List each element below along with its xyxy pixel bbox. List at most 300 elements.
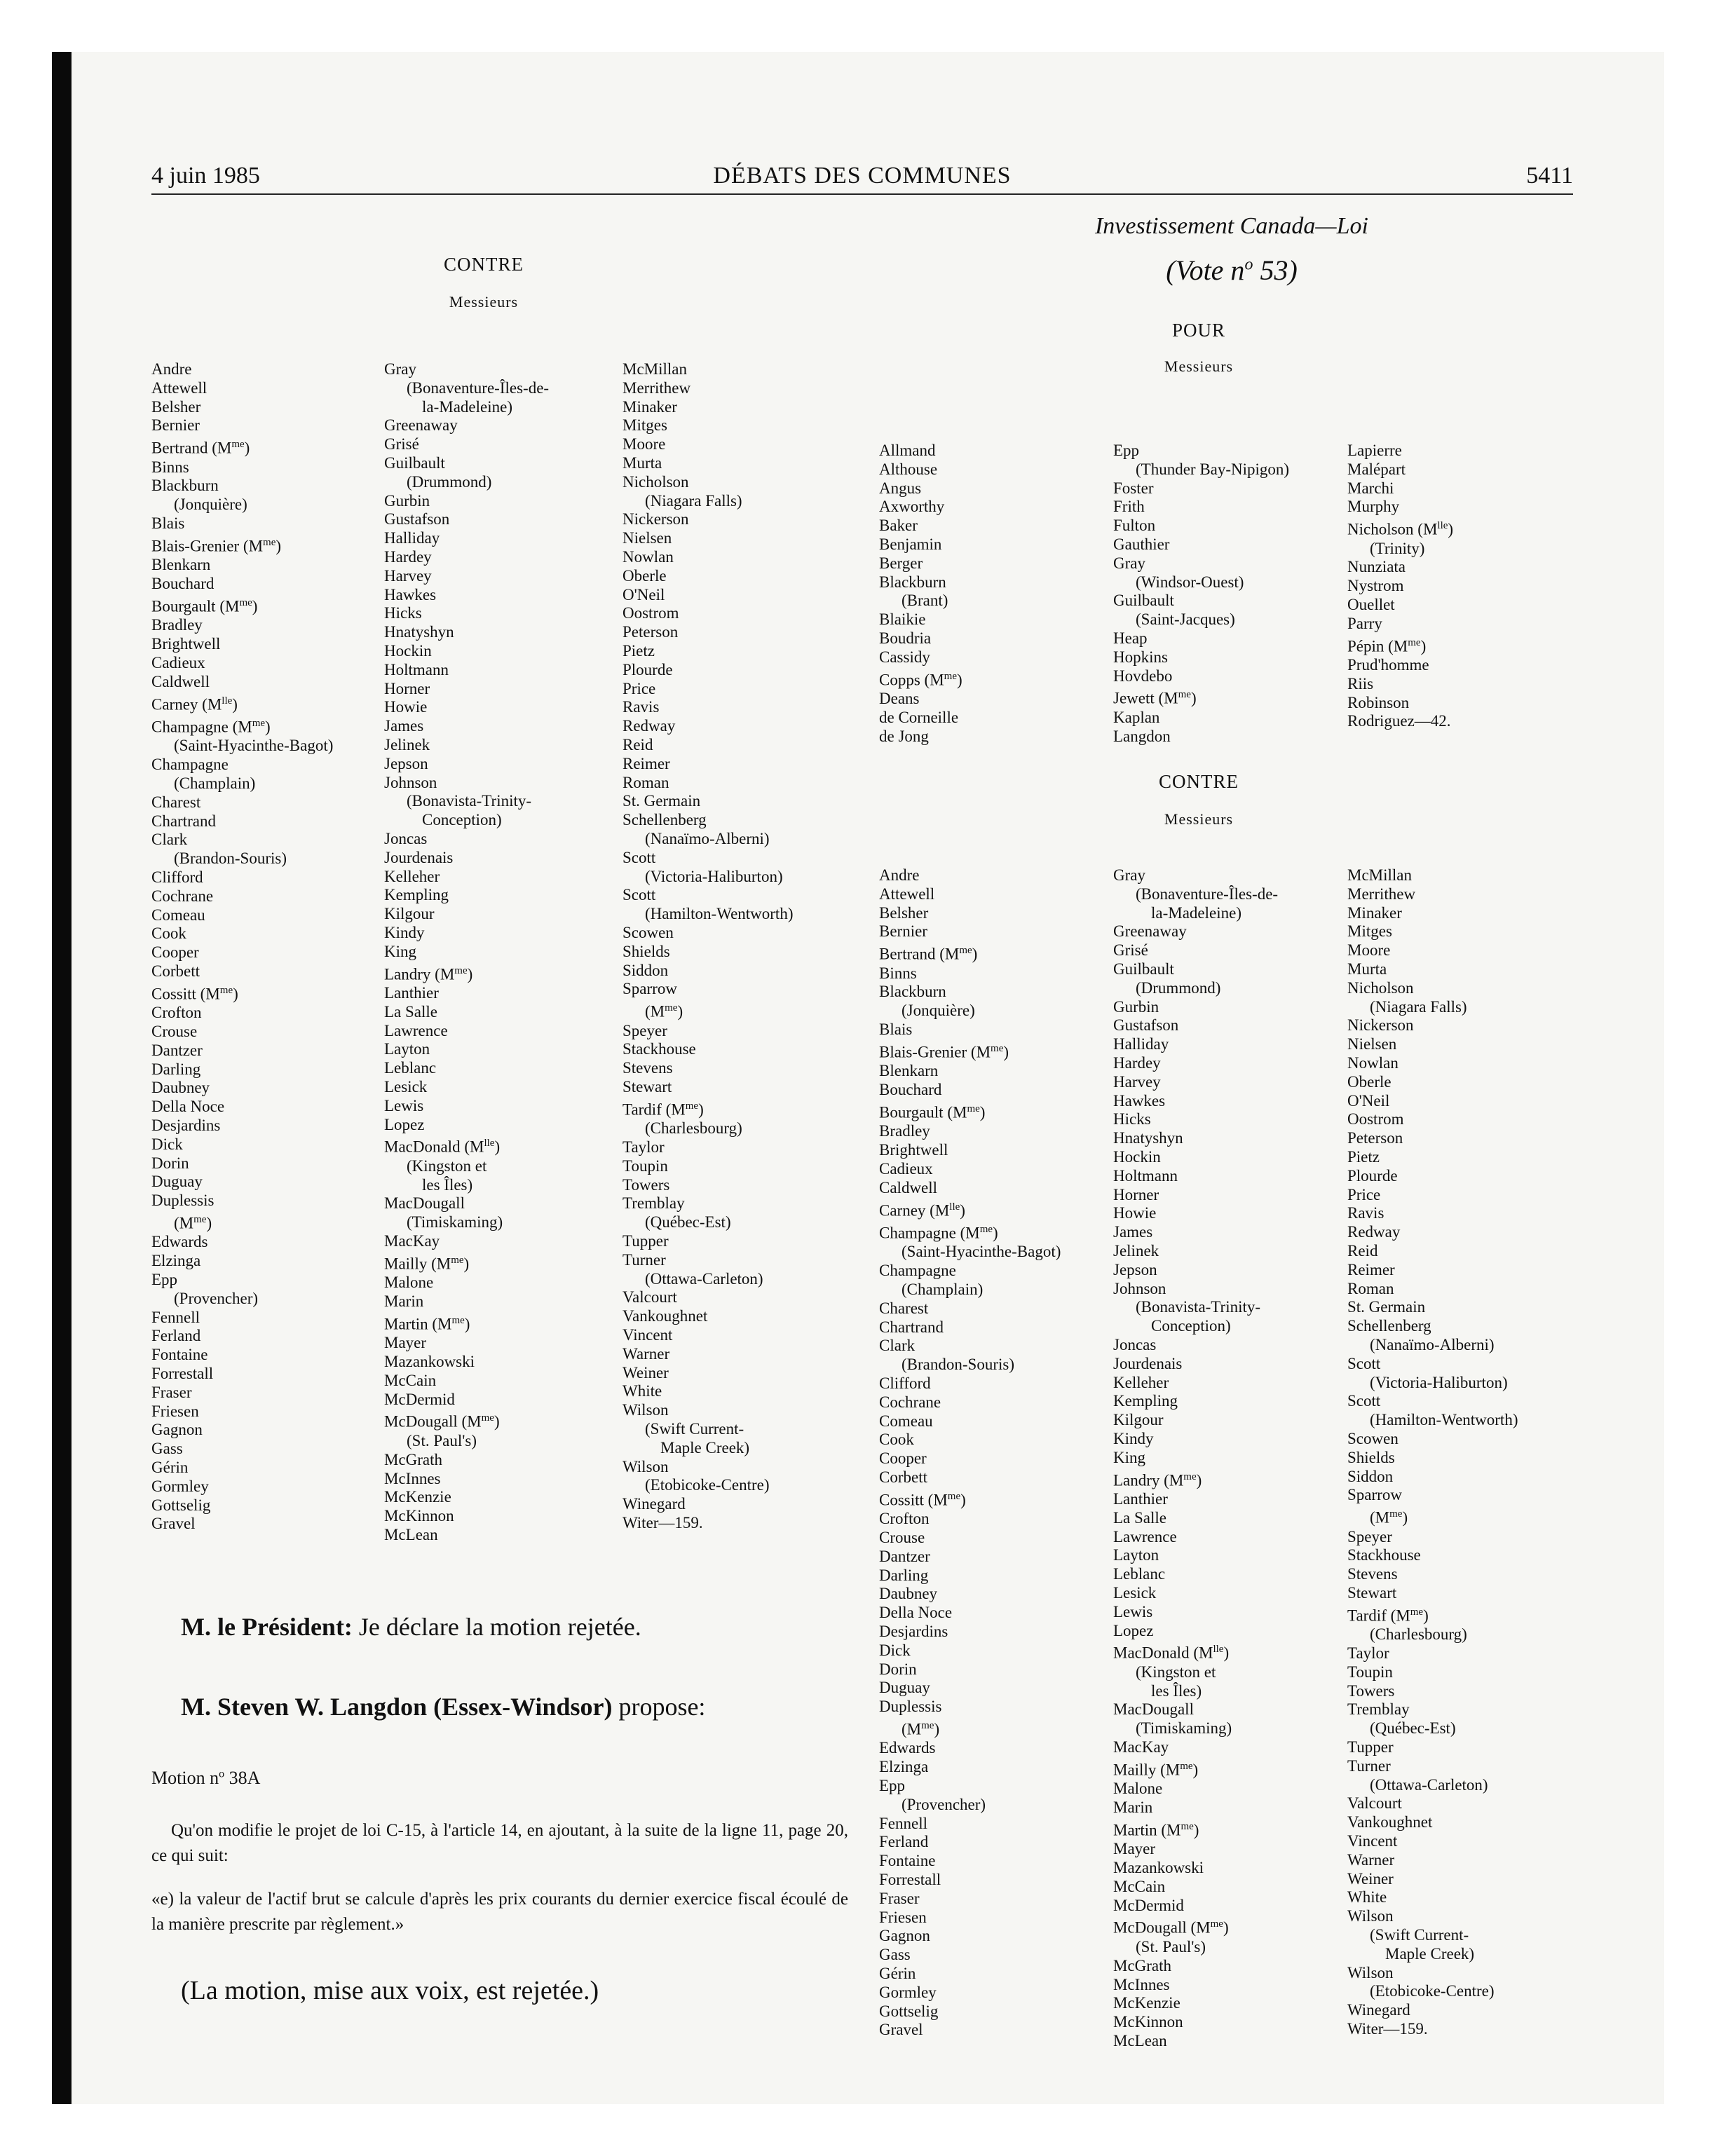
- name-entry: Corbett: [151, 962, 200, 980]
- name-entry: Tardif $(M^{me})$: [1347, 1606, 1429, 1625]
- name-entry: Duplessis: [151, 1192, 215, 1210]
- name-entry: la-Madeleine): [1151, 903, 1241, 922]
- name-entry: Warner: [622, 1344, 670, 1363]
- name-entry: Gass: [879, 1946, 911, 1964]
- name-entry: Cochrane: [151, 887, 214, 905]
- name-entry: Bernier: [151, 416, 200, 435]
- name-entry: (Québec-Est): [1370, 1719, 1456, 1738]
- motion-paragraph-1: Qu'on modifie le projet de loi C-15, à l'article 14, en ajoutant, à la suite de la ligne 11, page 20, ce qui suit:: [151, 1821, 848, 1865]
- name-entry: (Bonavista-Trinity-: [1136, 1298, 1261, 1316]
- name-entry: Malone: [1113, 1780, 1163, 1798]
- name-entry: McKinnon: [1113, 2013, 1183, 2031]
- name-entry: Gottselig: [879, 2002, 939, 2020]
- name-entry: Merrithew: [622, 378, 691, 397]
- name-entry: Plourde: [1347, 1166, 1398, 1185]
- name-entry: Friesen: [151, 1402, 199, 1420]
- pour-col-2: [1113, 442, 1289, 746]
- name-entry: Cassidy: [879, 648, 930, 666]
- name-entry: Nunziata: [1347, 558, 1406, 576]
- name-entry: Redway: [622, 717, 676, 735]
- name-entry: Hardey: [1113, 1053, 1161, 1072]
- name-entry: Rodriguez—42.: [1347, 712, 1451, 730]
- name-entry: Kelleher: [384, 867, 440, 885]
- name-entry: Shields: [1347, 1448, 1395, 1466]
- name-entry: (Ottawa-Carleton): [1370, 1775, 1488, 1794]
- left-contre-heading: CONTRE: [444, 254, 524, 275]
- name-entry: Gray: [1113, 554, 1145, 572]
- name-entry: Halliday: [1113, 1035, 1169, 1053]
- name-entry: Mazankowski: [1113, 1859, 1204, 1877]
- name-entry: Della Noce: [879, 1604, 953, 1622]
- name-entry: McGrath: [1113, 1956, 1172, 1974]
- name-entry: Minaker: [1347, 903, 1402, 922]
- name-entry: de Jong: [879, 727, 929, 745]
- name-entry: Fennell: [879, 1814, 927, 1832]
- name-entry: Dorin: [879, 1660, 917, 1678]
- header-title: DÉBATS DES COMMUNES: [713, 163, 1012, 189]
- name-entry: Nickerson: [622, 510, 689, 528]
- name-entry: Conception): [422, 811, 502, 829]
- name-entry: Darling: [151, 1060, 201, 1078]
- name-entry: Moore: [1347, 941, 1391, 960]
- name-entry: McMillan: [1347, 866, 1412, 884]
- name-entry: Lanthier: [384, 983, 439, 1002]
- name-entry: (Champlain): [174, 775, 256, 793]
- name-entry: Gravel: [151, 1515, 196, 1533]
- name-entry: Kindy: [384, 923, 425, 941]
- name-entry: Lawrence: [384, 1021, 448, 1039]
- name-entry: Riis: [1347, 674, 1374, 692]
- name-entry: Scowen: [1347, 1429, 1399, 1447]
- name-entry: Stewart: [1347, 1583, 1397, 1602]
- name-entry: Landry $(M^{me})$: [384, 964, 473, 983]
- name-entry: Blais: [151, 514, 185, 533]
- name-entry: Prud'homme: [1347, 656, 1429, 674]
- name-entry: Jourdenais: [384, 848, 454, 866]
- name-entry: de Corneille: [879, 708, 959, 726]
- name-entry: Valcourt: [622, 1288, 677, 1306]
- name-entry: McInnes: [384, 1469, 441, 1487]
- name-entry: Weiner: [1347, 1869, 1394, 1888]
- name-entry: Cadieux: [879, 1159, 933, 1178]
- name-entry: Crouse: [879, 1529, 925, 1547]
- name-entry: Johnson: [1113, 1279, 1166, 1297]
- speaker-president-name: M. le Président:: [181, 1613, 353, 1641]
- name-entry: McInnes: [1113, 1975, 1170, 1993]
- name-entry: (Kingston et: [407, 1157, 487, 1175]
- name-entry: Holtmann: [384, 660, 449, 678]
- name-entry: Jewett $(M^{me})$: [1113, 689, 1197, 708]
- name-entry: Horner: [1113, 1185, 1159, 1203]
- name-entry: Charest: [879, 1299, 929, 1317]
- name-entry: Mitges: [1347, 922, 1392, 941]
- name-entry: Crofton: [151, 1004, 202, 1022]
- name-entry: Stevens: [622, 1059, 673, 1077]
- header-date: 4 juin 1985: [151, 163, 260, 189]
- name-entry: Hawkes: [1113, 1091, 1166, 1110]
- name-entry: Foster: [1113, 479, 1154, 497]
- name-entry: Belsher: [151, 397, 201, 416]
- name-entry: Althouse: [879, 460, 938, 478]
- name-entry: Jelinek: [384, 735, 430, 753]
- name-entry: (Kingston et: [1136, 1663, 1216, 1681]
- name-entry: Turner: [1347, 1756, 1391, 1775]
- name-entry: Robinson: [1347, 693, 1410, 711]
- name-entry: Gottselig: [151, 1496, 211, 1514]
- name-entry: Clark: [879, 1337, 916, 1355]
- name-entry: White: [622, 1382, 662, 1400]
- name-entry: Layton: [1113, 1546, 1159, 1564]
- name-entry: (Victoria-Haliburton): [645, 867, 783, 885]
- name-entry: Stackhouse: [1347, 1546, 1421, 1564]
- name-entry: Hicks: [1113, 1110, 1151, 1128]
- name-entry: Bradley: [151, 616, 203, 634]
- name-entry: St. Germain: [622, 792, 701, 810]
- name-entry: (Drummond): [407, 472, 492, 491]
- name-entry: Benjamin: [879, 535, 942, 553]
- bill-title: Investissement Canada—Loi: [1094, 213, 1369, 239]
- name-entry: Valcourt: [1347, 1794, 1402, 1813]
- name-entry: Hawkes: [384, 585, 437, 603]
- name-entry: Blackburn: [879, 573, 946, 591]
- name-entry: Copps $(M^{me})$: [879, 670, 962, 689]
- name-entry: Hicks: [384, 604, 422, 622]
- name-entry: King: [384, 942, 416, 960]
- name-entry: Winegard: [622, 1495, 686, 1513]
- name-entry: McKenzie: [1113, 1994, 1181, 2012]
- name-entry: Reid: [622, 735, 653, 753]
- page-header: [151, 163, 1573, 193]
- name-entry: Stewart: [622, 1077, 672, 1096]
- name-entry: la-Madeleine): [422, 397, 512, 416]
- name-entry: Marin: [1113, 1799, 1153, 1817]
- motion-result: (La motion, mise aux voix, est rejetée.): [181, 1976, 599, 2005]
- name-entry: Grisé: [1113, 941, 1148, 960]
- name-entry: MacDougall: [384, 1194, 465, 1213]
- name-entry: Forrestall: [151, 1365, 214, 1383]
- name-entry: Champagne: [879, 1262, 956, 1280]
- name-entry: Lawrence: [1113, 1527, 1177, 1546]
- name-entry: Leblanc: [1113, 1565, 1166, 1583]
- name-entry: Nystrom: [1347, 577, 1404, 595]
- name-entry: (Bonavista-Trinity-: [407, 792, 532, 810]
- name-entry: Stackhouse: [622, 1040, 696, 1058]
- name-entry: Marin: [384, 1292, 424, 1311]
- name-entry: Gravel: [879, 2021, 923, 2039]
- name-entry: Daubney: [151, 1079, 210, 1097]
- right-contre-col-3: [1347, 866, 1518, 2039]
- vote-number-word: Vote n: [1175, 254, 1245, 286]
- name-entry: Crouse: [151, 1023, 198, 1041]
- name-entry: Marchi: [1347, 479, 1394, 497]
- name-entry: James: [1113, 1223, 1153, 1241]
- name-entry: Dantzer: [151, 1041, 203, 1059]
- name-entry: Kilgour: [384, 905, 435, 923]
- name-entry: Lapierre: [1347, 442, 1402, 459]
- name-entry: Sparrow: [1347, 1486, 1402, 1504]
- name-entry: Towers: [622, 1175, 670, 1194]
- name-entry: Oberle: [622, 566, 667, 585]
- name-entry: Nowlan: [622, 547, 674, 566]
- name-entry: Clark: [151, 831, 188, 849]
- name-entry: (Saint-Hyacinthe-Bagot): [901, 1243, 1061, 1261]
- name-entry: Halliday: [384, 529, 440, 547]
- name-entry: Guilbault: [384, 453, 445, 472]
- name-entry: Heap: [1113, 629, 1148, 647]
- name-entry: Champagne $(M^{me})$: [151, 717, 271, 736]
- name-entry: Price: [1347, 1185, 1381, 1203]
- name-entry: La Salle: [1113, 1508, 1166, 1527]
- name-entry: Attewell: [879, 885, 935, 903]
- pour-col-3: [1347, 442, 1453, 731]
- name-entry: Champagne $(M^{me})$: [879, 1223, 998, 1242]
- name-entry: Epp: [151, 1271, 178, 1289]
- name-entry: Scott: [622, 886, 656, 904]
- name-entry: Bradley: [879, 1122, 930, 1140]
- name-entry: Murta: [1347, 960, 1387, 978]
- name-entry: Corbett: [879, 1468, 927, 1486]
- name-entry: Comeau: [879, 1412, 933, 1430]
- name-entry: McLean: [384, 1525, 438, 1543]
- name-entry: Gurbin: [384, 491, 430, 510]
- left-contre-col-3: [622, 360, 793, 1533]
- name-entry: Gustafson: [1113, 1016, 1179, 1035]
- name-entry: (Bonaventure-Îles-de-: [407, 378, 550, 397]
- name-entry: les Îles): [1151, 1681, 1202, 1700]
- name-entry: Joncas: [384, 829, 428, 847]
- motion-paragraph-2: «e) la valeur de l'actif brut se calcule d'après les prix courants du dernier exercice fiscal écoulé de la manière prescrite par règlement.»: [151, 1890, 848, 1934]
- name-entry: (Windsor-Ouest): [1136, 573, 1244, 591]
- name-entry: Chartrand: [879, 1318, 944, 1336]
- name-entry: Gagnon: [879, 1927, 930, 1945]
- name-entry: (Niagara Falls): [645, 491, 742, 510]
- name-entry: Oberle: [1347, 1072, 1392, 1091]
- name-entry: Ravis: [622, 698, 660, 716]
- name-entry: (Timiskaming): [407, 1213, 503, 1231]
- name-entry: Grisé: [384, 435, 419, 453]
- name-entry: Mailly $(M^{me})$: [384, 1254, 470, 1273]
- right-contre-col-2: [1113, 866, 1278, 2051]
- name-entry: Deans: [879, 690, 920, 708]
- name-entry: Stevens: [1347, 1565, 1398, 1583]
- name-entry: Crofton: [879, 1510, 930, 1528]
- name-entry: Lewis: [1113, 1602, 1153, 1621]
- name-entry: Mazankowski: [384, 1353, 475, 1371]
- name-entry: Cossitt $(M^{me})$: [879, 1490, 966, 1509]
- name-entry: Reimer: [1347, 1260, 1395, 1278]
- name-entry: Cooper: [879, 1449, 927, 1468]
- name-entry: (Brant): [901, 592, 948, 610]
- name-entry: Brightwell: [151, 635, 221, 653]
- name-entry: Gérin: [879, 1965, 916, 1983]
- name-entry: White: [1347, 1888, 1387, 1906]
- name-entry: McKinnon: [384, 1507, 454, 1525]
- name-entry: Gormley: [879, 1983, 937, 2001]
- pour-col-1: [879, 442, 962, 746]
- name-entry: Blais: [879, 1021, 913, 1039]
- name-entry: St. Germain: [1347, 1298, 1426, 1316]
- name-entry: Peterson: [622, 623, 679, 641]
- name-entry: Conception): [1151, 1317, 1231, 1335]
- header-rule: [151, 193, 1573, 195]
- name-entry: Gérin: [151, 1459, 189, 1477]
- name-entry: Kelleher: [1113, 1373, 1169, 1391]
- name-entry: Schellenberg: [1347, 1317, 1431, 1335]
- name-entry: Bourgault $(M^{me})$: [151, 596, 258, 615]
- name-entry: McKenzie: [384, 1488, 451, 1506]
- name-entry: Wilson: [1347, 1907, 1394, 1925]
- name-entry: (Nanaïmo-Alberni): [645, 829, 770, 847]
- name-entry: Andre: [879, 866, 920, 884]
- name-entry: Joncas: [1113, 1335, 1157, 1353]
- name-entry: Duguay: [879, 1679, 930, 1697]
- left-contre-col-2: [384, 360, 549, 1545]
- name-entry: Hockin: [1113, 1147, 1161, 1166]
- name-entry: Mitges: [622, 416, 667, 435]
- name-entry: Clifford: [151, 868, 203, 886]
- name-entry: Bouchard: [879, 1081, 942, 1099]
- name-entry: Gurbin: [1113, 997, 1159, 1016]
- name-entry: Toupin: [1347, 1663, 1393, 1681]
- name-entry: Nielsen: [622, 529, 672, 547]
- name-entry: Roman: [1347, 1279, 1394, 1297]
- name-entry: Cooper: [151, 943, 199, 962]
- name-entry: Fontaine: [151, 1346, 208, 1364]
- name-entry: Lopez: [1113, 1621, 1154, 1639]
- name-entry: $(M^{me})$: [645, 1002, 683, 1021]
- name-entry: Towers: [1347, 1681, 1395, 1700]
- name-entry: Axworthy: [879, 498, 945, 516]
- name-entry: (Brandon-Souris): [174, 850, 287, 868]
- name-entry: Minaker: [622, 397, 677, 416]
- name-entry: Bertrand $(M^{me})$: [879, 945, 978, 963]
- name-entry: Fennell: [151, 1308, 200, 1326]
- pour-heading: POUR: [1171, 320, 1226, 341]
- name-entry: Parry: [1347, 614, 1382, 632]
- header-page-number: 5411: [1526, 163, 1573, 189]
- name-entry: (Provencher): [901, 1795, 986, 1813]
- name-entry: Nicholson: [622, 472, 689, 491]
- name-entry: (Etobicoke-Centre): [645, 1476, 770, 1494]
- name-entry: Epp: [879, 1777, 906, 1795]
- name-entry: Gormley: [151, 1477, 209, 1495]
- name-entry: Elzinga: [879, 1758, 929, 1776]
- name-entry: Desjardins: [879, 1623, 948, 1641]
- name-entry: Nickerson: [1347, 1016, 1414, 1035]
- name-entry: Edwards: [151, 1233, 208, 1251]
- name-entry: Howie: [384, 698, 428, 716]
- name-entry: Vincent: [622, 1325, 673, 1344]
- page-binding-edge: [52, 52, 72, 2104]
- name-entry: Baker: [879, 517, 918, 535]
- name-entry: Bertrand $(M^{me})$: [151, 439, 250, 457]
- name-entry: McDermid: [1113, 1896, 1184, 1914]
- name-entry: Holtmann: [1113, 1166, 1178, 1185]
- name-entry: Bouchard: [151, 575, 215, 593]
- name-entry: Fontaine: [879, 1852, 936, 1870]
- name-entry: Moore: [622, 435, 666, 453]
- name-entry: (Québec-Est): [645, 1213, 731, 1231]
- name-entry: Blais-Grenier $(M^{me})$: [151, 536, 282, 555]
- name-entry: Tremblay: [622, 1194, 685, 1213]
- name-entry: Shields: [622, 942, 670, 960]
- name-entry: Lesick: [1113, 1583, 1157, 1602]
- pour-messieurs-heading: Messieurs: [1164, 357, 1234, 375]
- name-entry: Dick: [879, 1641, 911, 1659]
- name-entry: Cossitt $(M^{me})$: [151, 984, 238, 1003]
- name-entry: Ravis: [1347, 1204, 1384, 1222]
- name-entry: Vankoughnet: [1347, 1813, 1433, 1831]
- name-entry: (Jonquière): [174, 496, 247, 514]
- name-entry: $(M^{me})$: [1370, 1508, 1408, 1527]
- name-entry: Lanthier: [1113, 1489, 1168, 1508]
- name-entry: Friesen: [879, 1908, 927, 1926]
- name-entry: O'Neil: [622, 585, 665, 603]
- name-entry: Angus: [879, 479, 922, 497]
- name-entry: Cochrane: [879, 1393, 941, 1411]
- name-entry: Wilson: [622, 1457, 669, 1475]
- name-entry: Mayer: [384, 1334, 427, 1352]
- name-entry: Malépart: [1347, 460, 1406, 478]
- name-entry: (Timiskaming): [1136, 1719, 1232, 1738]
- name-entry: Charest: [151, 793, 201, 811]
- name-entry: Nicholson: [1347, 978, 1414, 997]
- name-entry: (St. Paul's): [1136, 1937, 1206, 1956]
- name-entry: Duplessis: [879, 1698, 942, 1716]
- name-entry: Speyer: [622, 1021, 667, 1039]
- name-entry: Kempling: [1113, 1392, 1178, 1410]
- name-entry: Blaikie: [879, 610, 926, 629]
- name-entry: Epp: [1113, 442, 1140, 459]
- name-entry: Witer—159.: [622, 1513, 703, 1531]
- name-entry: Tupper: [1347, 1738, 1394, 1756]
- name-entry: les Îles): [422, 1175, 473, 1194]
- name-entry: Jepson: [384, 754, 428, 772]
- name-entry: Blackburn: [879, 983, 946, 1001]
- name-entry: Dick: [151, 1135, 183, 1153]
- name-entry: Nowlan: [1347, 1053, 1399, 1072]
- name-entry: MacDonald $(M^{lle})$: [384, 1138, 501, 1156]
- name-entry: Langdon: [1113, 727, 1171, 745]
- name-entry: Mailly $(M^{me})$: [1113, 1760, 1199, 1779]
- name-entry: Greenaway: [384, 416, 458, 435]
- name-entry: $(M^{me})$: [174, 1214, 212, 1232]
- name-entry: Blenkarn: [879, 1062, 939, 1080]
- name-entry: Cadieux: [151, 653, 205, 671]
- left-messieurs-heading: Messieurs: [449, 293, 519, 311]
- name-entry: McMillan: [622, 360, 687, 378]
- name-entry: Hovdebo: [1113, 667, 1173, 685]
- name-entry: Kempling: [384, 886, 449, 904]
- name-entry: (Saint-Hyacinthe-Bagot): [174, 737, 334, 755]
- name-entry: Taylor: [622, 1138, 665, 1156]
- name-entry: Wilson: [1347, 1963, 1394, 1981]
- name-entry: Malone: [384, 1274, 434, 1292]
- name-entry: MacDonald $(M^{lle})$: [1113, 1644, 1230, 1662]
- name-entry: Sparrow: [622, 980, 677, 998]
- name-entry: Wilson: [622, 1401, 669, 1419]
- name-entry: Comeau: [151, 906, 205, 924]
- speaker-president-text: Je déclare la motion rejetée.: [352, 1613, 641, 1641]
- name-entry: Gray: [384, 360, 416, 378]
- name-entry: Fraser: [879, 1889, 920, 1907]
- name-entry: Scott: [1347, 1354, 1381, 1372]
- name-entry: McGrath: [384, 1450, 443, 1468]
- name-entry: Gauthier: [1113, 535, 1170, 553]
- name-entry: Dorin: [151, 1154, 189, 1172]
- name-entry: McDougall $(M^{me})$: [384, 1412, 500, 1431]
- name-entry: Maple Creek): [660, 1438, 750, 1456]
